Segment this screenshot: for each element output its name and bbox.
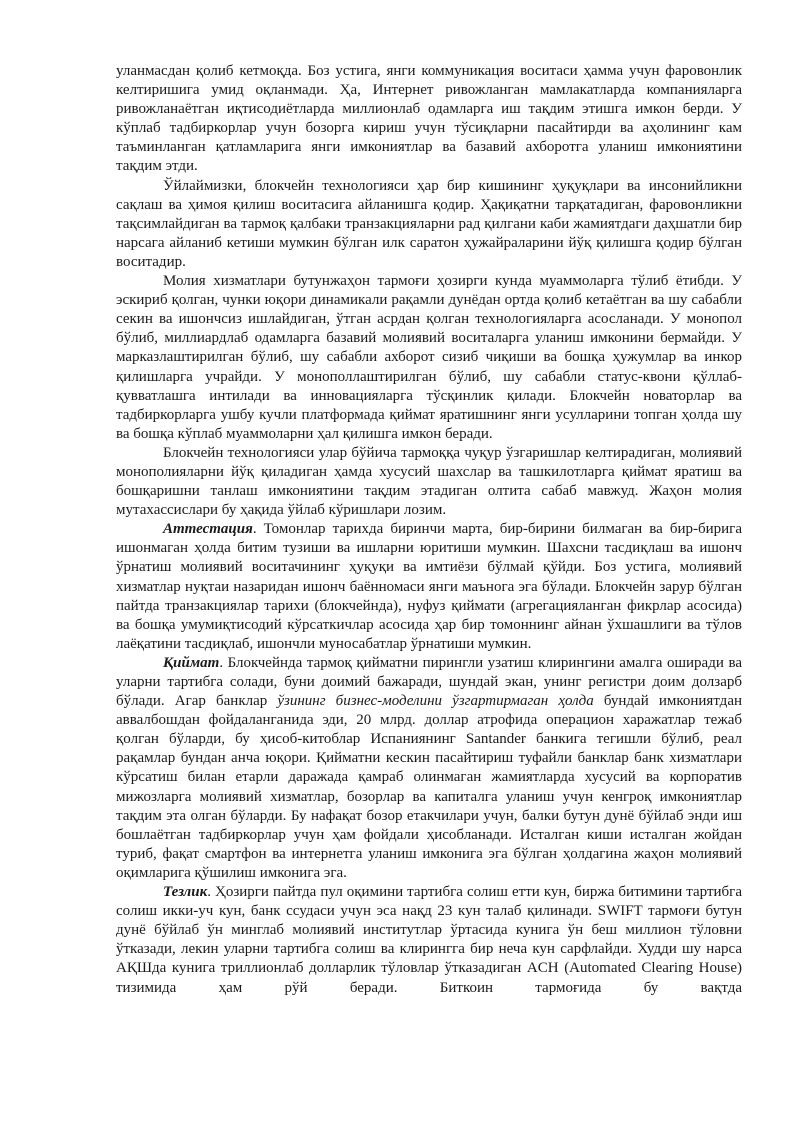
paragraph-3 xyxy=(116,272,742,444)
paragraph-value xyxy=(116,654,742,883)
paragraph-text: . Ҳозирги пайтда пул оқимини тартибга солиш етти кун, биржа битимини тартибга солиш икки-уч кун, банк ссудаси учун эса нақд 23 кун талаб қилинади. SWIFT тармоғи бутун дунё бўйлаб ўн минглаб молиявий институтлар ўртасида кунига ўн беш миллион тўловни ўтказади, лекин уларни тартибга солиш ва клирингга бир неча кун сарфлайди. Худди шу нарса АҚШда кунига триллионлаб долларлик тўловлар ўтказадиган ACH (Automated Clearing House) тизимида ҳам рўй беради. Биткоин тармоғида бу вақтда xyxy=(116,884,742,996)
term-heading: Тезлик xyxy=(163,884,208,901)
paragraph-text: уланмасдан қолиб кетмоқда. Боз устига, янги коммуникация воситаси ҳамма учун фаровонлик келтиришига умид оқланмади. Ҳа, Интернет ривожланган мамлакатларда компанияларга ривожланаётган иқтисодиётларда миллионлаб одамларга иш тақдим этишга имкон берди. У кўплаб тадбиркорлар учун бозорга кириш учун тўсиқларни пасайтирди ва аҳолининг кам таъминланган қатламларига янги имкониятлар ва базавий ахборотга уланиш имкониятини тақдим этди. xyxy=(116,63,742,175)
paragraph-text: . Блокчейнда тармоқ қийматни пирингли узатиш клирингини амалга оширади ва уларни тартибга солади, буни доимий бажаради, шундай экан, унинг регистри доим долзарб бўлади. Агар банклар xyxy=(116,654,742,710)
term-heading: Қиймат xyxy=(163,654,220,671)
paragraph-text: Молия хизматлари бутунжаҳон тармоғи ҳозирги кунда муаммоларга тўлиб ётибди. У эскириб қолган, чунки юқори динамикали рақамли дунёдан ортда қолиб кетаётган ва шу сабабли секин ва ишончсиз ишлайдиган, ўтган асрдан қолган технологияларга асосланади. У монопол бўлиб, миллиардлаб одамларга базавий молиявий воситаларга уланиш имконини бермайди. У марказлаштирилган бўлиб, шу сабабли ахборот сизиб чиқиши ва бошқа ҳужумлар ва инкор қилишларга учрайди. У монополлаштирилган бўлиб, шу сабабли статус-квони қўллаб-қувватлашга интилади ва инновацияларга тўсқинлик қилади. Блокчейн новаторлар ва тадбиркорларга ушбу кучли платформада қиймат яратишнинг янги усулларини топган ҳолда шу ва бошқа кўплаб муаммоларни ҳал қилишга имкон беради. xyxy=(116,273,742,442)
term-heading: Аттестация xyxy=(163,521,253,538)
paragraph-text: . Томонлар тарихда биринчи марта, бир-бирини билмаган ва бир-бирига ишонмаган ҳолда битим тузиши ва ишларни юритиши мумкин. Шахсни тасдиқлаш ва ишонч ўрнатиш молиявий воситачининг ҳуқуқи ва имтиёзи бўлмай қўйди. Боз устига, молиявий хизматлар нуқтаи назаридан ишонч баённомаси янги маънога эга бўлади. Блокчейн зарур бўлган пайтда транзакциялар тарихи (блокчейнда), нуфуз қиймати (агрегацияланган фикрлар асосида) ва бошқа умумиқтисодий кўрсаткичлар асосида ҳар бир томоннинг айнан ўхшашлиги ва тўлов лаёқатини тасдиқлаб, ишончли муносабатлар ўрнатиши мумкин. xyxy=(116,521,742,652)
paragraph-1 xyxy=(116,62,742,177)
paragraph-speed xyxy=(116,883,742,998)
paragraph-2 xyxy=(116,177,742,272)
paragraph-text: бундай имкониятдан аввалбошдан фойдаланганида эди, 20 млрд. доллар атрофида операцион харажатлар тежаб қолган бўларди, бу ҳисоб-китоблар Испаниянинг Santander банкига тегишли бўлиб, реал рақамлар бундан анча юқори. Қийматни кескин пасайтириш туфайли банклар банк хизматлари кўрсатиш билан етарли даражада қамраб олинмаган жамиятларда хусусий ва корпоратив мижозларга молиявий хизматлар, бозорлар ва капиталга уланиш учун кенгроқ имкониятлар тақдим эта олган бўларди. Бу нафақат бозор етакчилари учун, балки бутун дунё бўйлаб энди иш бошлаётган тадбиркорлар учун ҳам фойдали ҳисобланади. Исталган киши исталган жойдан туриб, фақат смартфон ва интернетга уланиш имконига эга бўлган ҳолдагина жаҳон молиявий оқимларига қўшилиш имконига эга. xyxy=(116,693,743,881)
paragraph-text: Блокчейн технологияси улар бўйича тармоққа чуқур ўзгаришлар келтирадиган, молиявий монополияларни йўқ қиладиган ҳамда хусусий шахслар ва ташкилотларга қиймат яратиш ва бошқаришни танлаш имкониятини тақдим этадиган олтита сабаб мавжуд. Жаҳон молия мутахассислари бу ҳақида ўйлаб кўришлари лозим. xyxy=(116,444,742,519)
paragraph-attestation xyxy=(116,520,742,654)
italic-phrase: ўзининг бизнес-моделини ўзгартирмаган ҳолда xyxy=(277,693,594,710)
paragraph-4 xyxy=(116,444,742,520)
document-page xyxy=(116,62,742,998)
paragraph-text: Ўйлаймизки, блокчейн технологияси ҳар бир кишининг ҳуқуқлари ва инсонийликни сақлаш ва ҳимоя қилиш воситасига айланишга қодир. Ҳақиқатни тарқатадиган, фаровонликни тақсимлайдиган ва тармоқ қалбаки транзакцияларни рад қилгани каби жамиятдаги даҳшатли бир нарсага айланиб кетиши мумкин бўлган илк саратон ҳужайраларини йўқ қилишга қодир бўлган воситадир. xyxy=(116,177,742,270)
